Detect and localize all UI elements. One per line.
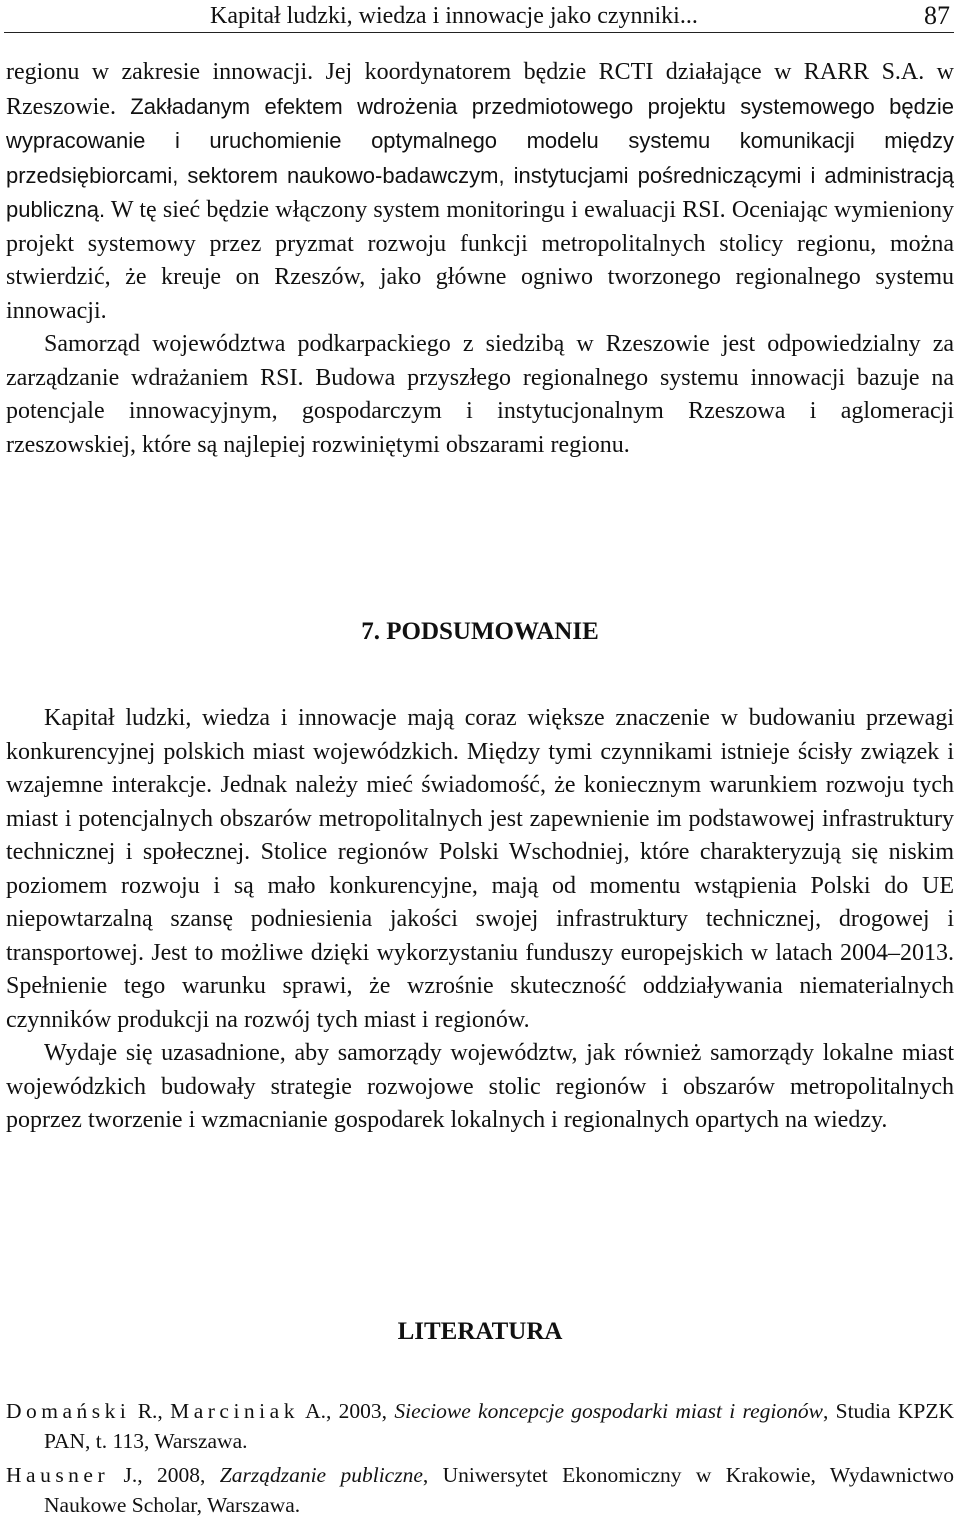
section-heading: 7. PODSUMOWANIE <box>361 618 599 645</box>
body-text-serif: W tę sieć będzie włączony system monitoringu i ewaluacji RSI. Oceniając wymieniony projekt systemowy przez pryzmat rozwoju funkcji metropolitalnych stolicy regionu, można stwierdzić, że kreuje on Rzeszów, jako główne ogniwo tworzonego regionalnego systemu innowacji. <box>6 197 954 324</box>
ref-year: , 2003, <box>325 1399 395 1423</box>
summary-paragraph-1: Kapitał ludzki, wiedza i innowacje mają coraz większe znaczenie w budowaniu przewagi konkurencyjnej polskich miast wojewódzkich. Między tymi czynnikami istnieje ścisły związek i wzajemne interakcje. Jednak należy mieć świadomość, że koniecznym warunkiem rozwoju tych miast i potencjalnych obszarów metropolitalnych jest zapewnienie im podstawowej infrastruktury technicznej i społecznej. Stolice regionów Polski Wschodniej, które charakteryzują się niskim poziomem rozwoju i są mało konkurencyjne, mają od momentu wstąpienia Polski do UE niepowtarzalną szansę podniesienia jakości swojej infrastruktury technicznej, drogowej i transportowej. Jest to możliwe dzięki wykorzystaniu funduszy europejskich w latach 2004–2013. Spełnienie tego warunku sprawi, że wzrośnie skuteczność oddziaływania niematerialnych czynników produkcji na rozwój tych miast i regionów. <box>6 705 954 1033</box>
ref-author: Hausner <box>6 1463 110 1487</box>
running-title: Kapitał ludzki, wiedza i innowacje jako czynniki... <box>210 3 698 29</box>
running-header <box>4 0 954 33</box>
reference-item <box>6 1460 954 1520</box>
page-number: 87 <box>924 1 950 30</box>
ref-year: , 2008, <box>137 1463 220 1487</box>
ref-author: Domański <box>6 1399 131 1423</box>
body-section <box>6 56 954 462</box>
body-paragraph-1 <box>6 56 954 328</box>
references-heading: LITERATURA <box>397 1318 563 1345</box>
ref-publisher: , Studia KPZK PAN, t. 113, Warszawa. <box>44 1399 955 1453</box>
ref-author: Marciniak <box>170 1399 299 1423</box>
ref-sep: J. <box>109 1463 138 1487</box>
ref-title: Zarządzanie publiczne <box>219 1463 423 1487</box>
body-text-sans: Zakładanym efektem wdrożenia przedmiotowego projektu systemowego będzie wypracowanie i uruchomienie optymalnego modelu systemu komunikacji między przedsiębiorcami, sektorem naukowo-badawczym, instytucjami pośredniczącymi i administracją publiczną. <box>6 93 954 222</box>
body-paragraph-2: Samorząd województwa podkarpackiego z siedzibą w Rzeszowie jest odpowiedzialny za zarządzanie wdrażaniem RSI. Budowa przyszłego regionalnego systemu innowacji bazuje na potencjale innowacyjnym, gospodarczym i instytucjonalnym Rzeszowa i aglomeracji rzeszowskiej, które są najlepiej rozwiniętymi obszarami regionu. <box>6 331 954 458</box>
ref-publisher: , Uniwersytet Ekonomiczny w Krakowie, Wydawnictwo Naukowe Scholar, Warszawa. <box>44 1463 954 1517</box>
ref-sep: R., <box>130 1399 171 1423</box>
reference-item <box>6 1396 954 1456</box>
summary-section <box>6 702 954 1138</box>
ref-title: Sieciowe koncepcje gospodarki miast i regionów <box>394 1399 823 1423</box>
ref-sep: A. <box>298 1399 326 1423</box>
summary-paragraph-2: Wydaje się uzasadnione, aby samorządy województw, jak również samorządy lokalne miast wojewódzkich budowały strategie rozwojowe stolic regionów i obszarów metropolitalnych poprzez tworzenie i wzmacnianie gospodarek lokalnych i regionalnych opartych na wiedzy. <box>6 1040 954 1133</box>
references-list <box>6 1396 954 1524</box>
body-text-serif: regionu w zakresie innowacji. Jej koordynatorem będzie RCTI działające w RARR S.A. w Rzeszowie. <box>6 59 954 120</box>
